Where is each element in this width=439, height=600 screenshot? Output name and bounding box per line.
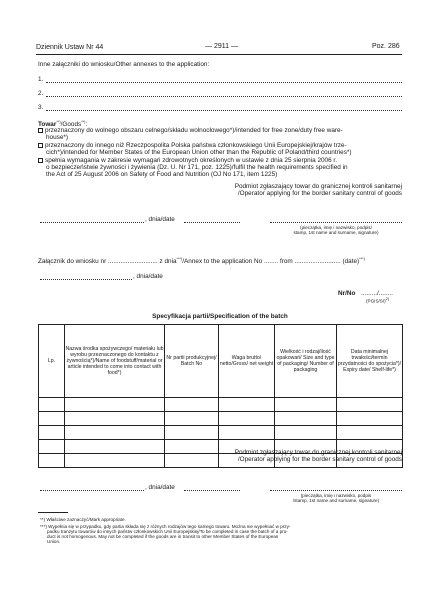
table-cell[interactable] xyxy=(219,398,275,412)
table-cell[interactable] xyxy=(219,426,275,440)
annexes-title: Inne załączniki do wniosku/Other annexes to the application: xyxy=(38,61,210,68)
footnote-batch-1: ***) Wypełnia się w przypadku, gdy partia składa się z różnych rodzajów tego samego towaru. Można nie wypełniać w przy- xyxy=(40,524,291,529)
journal-name: Dziennik Ustaw Nr 44 xyxy=(36,44,104,51)
table-cell[interactable] xyxy=(337,398,403,412)
sig2-operator-en: /Operator applying for the border sanitary control of goods xyxy=(237,456,402,463)
sig1-stamp-en: stamp, 1st name and surname, signature) xyxy=(293,230,379,235)
table-cell[interactable] xyxy=(275,412,337,426)
table-cell[interactable] xyxy=(65,454,165,468)
table-cell[interactable] xyxy=(165,398,219,412)
goods-option-health-cont-1: o bezpieczeństwie żywności i żywienia (Dz. U. Nr 171, poz. 1225)/fulfil the health requirements specified in xyxy=(46,164,348,171)
spec-col-batch: Nr partii produkcyjnej/ Batch No xyxy=(165,325,219,398)
goods-option-free-zone-cont: house*) xyxy=(46,134,69,141)
table-cell[interactable] xyxy=(337,412,403,426)
table-cell[interactable] xyxy=(39,454,65,468)
annex-ref-line: Załącznik do wniosku nr ............................ z dnia***)/Annex to the application No ........ from .......................... (date)***) xyxy=(38,257,365,266)
spec-header-row xyxy=(39,325,403,398)
spec-col-name: Nazwa środka spożywczego/ materiału lub wyrobu przeznaczonego do kontaktu z żywnością*)/Name of foodstuff/material or article intended to come into contact with food*) xyxy=(65,325,165,398)
footnote-rule xyxy=(38,512,68,513)
sig2-stamp-pl: (pieczątka, imię i nazwisko, podpis xyxy=(300,493,372,498)
goods-option-free-zone[interactable]: przeznaczony do wolnego obszaru celnego/składu wolnocłowego*)/intended for free zone/duty free ware- xyxy=(38,127,404,135)
sig2-signature-field[interactable] xyxy=(270,490,402,491)
annex-item-2: 2. xyxy=(38,90,44,97)
annex-item-1: 1. xyxy=(38,76,44,83)
annex-item-3: 3. xyxy=(38,104,44,111)
sig1-date-field[interactable] xyxy=(184,222,240,223)
table-cell[interactable] xyxy=(165,426,219,440)
table-cell[interactable] xyxy=(39,426,65,440)
sig1-place-field[interactable] xyxy=(40,222,144,223)
annex-line-1[interactable] xyxy=(46,82,402,83)
annex-ref-place-field[interactable] xyxy=(40,279,132,280)
position-number: Poz. 286 xyxy=(372,43,400,50)
sig2-place-field[interactable] xyxy=(40,490,144,491)
table-cell[interactable] xyxy=(219,412,275,426)
spec-col-weight: Waga brutto/ netto/Gross/ net weight xyxy=(219,325,275,398)
annex-line-3[interactable] xyxy=(46,110,402,111)
spec-col-expiry: Data minimalnej trwałości/termin przydatności do spożycia*)/ Expiry date/ Shelf-life*) xyxy=(337,325,403,398)
sig2-date-field[interactable] xyxy=(184,490,240,491)
checkbox-icon[interactable] xyxy=(38,158,43,163)
sig2-stamp-en: /stamp, 1st name and surname, signature) xyxy=(292,498,380,503)
table-cell[interactable] xyxy=(39,412,65,426)
sig2-date-label: , dnia/date xyxy=(145,484,175,491)
table-row xyxy=(39,426,403,440)
nr-no-sub: (PGIS/SI)$^{2)}$ xyxy=(366,297,390,304)
table-row xyxy=(39,398,403,412)
sig1-stamp-pl: (pieczątka, imię i nazwisko, podpis/ xyxy=(300,225,372,230)
spec-table xyxy=(38,324,403,468)
goods-option-health[interactable]: spełnia wymagania w zakresie wymagań zdrowotnych określonych w ustawie z dnia 25 sierpnia 2006 r. xyxy=(38,157,404,165)
spec-col-packaging: Wielkość i rodzaj/ilość opakowań/ Size and type of packaging/ Number of packaging xyxy=(275,325,337,398)
spec-title: Specyfikacja partii/Specification of the batch xyxy=(152,313,288,320)
annex-line-2[interactable] xyxy=(46,96,402,97)
annex-ref-date-label: , dnia/date xyxy=(133,273,163,280)
sig1-operator-pl: Podmiot zgłaszający towar do granicznej kontroli sanitarnej xyxy=(234,183,402,190)
table-cell[interactable] xyxy=(65,398,165,412)
checkbox-icon[interactable] xyxy=(38,143,43,148)
checkbox-icon[interactable] xyxy=(38,128,43,133)
nr-no-value[interactable]: ........./........ xyxy=(361,290,393,297)
footnote-batch-3: duct is not homogenous. May not be completed if the goods are in transit to other Member States of the European xyxy=(47,534,279,539)
sig1-operator-en: /Operator applying for the border sanitary control of goods xyxy=(237,190,402,197)
table-cell[interactable] xyxy=(275,398,337,412)
table-cell[interactable] xyxy=(65,440,165,454)
goods-label: Towar**)/Goods**): xyxy=(38,120,88,129)
sig1-date-label: , dnia/date xyxy=(145,216,175,223)
sig2-operator-pl: Podmiot zgłaszający towar do granicznej kontroli sanitarnej xyxy=(234,449,402,456)
table-cell[interactable] xyxy=(165,412,219,426)
goods-option-member-states[interactable]: przeznaczony do innego niż Rzeczpospolita Polska państwa członkowskiego Unii Europejskiej/krajów trze- xyxy=(38,142,404,150)
table-cell[interactable] xyxy=(337,426,403,440)
table-cell[interactable] xyxy=(39,440,65,454)
footnote-mark-appropriate: **) Właściwe zaznaczyć/Mark appropriate. xyxy=(40,517,126,522)
spec-col-lp: Lp. xyxy=(39,325,65,398)
table-cell[interactable] xyxy=(275,426,337,440)
header-rule xyxy=(36,54,402,55)
sig1-signature-field[interactable] xyxy=(270,222,402,223)
table-cell[interactable] xyxy=(65,426,165,440)
goods-option-health-cont-2: the Act of 25 August 2006 on Safety of Food and Nutrition (OJ No 171, item 1225) xyxy=(46,171,278,178)
page-number: — 2911 — xyxy=(205,43,238,50)
table-row xyxy=(39,412,403,426)
footnote-batch-4: Union. xyxy=(47,539,61,544)
table-cell[interactable] xyxy=(39,398,65,412)
footnote-batch-2: padku tranzytu towarów do innych państw członkowskich Unii Europejskiej/To be completed in case the batch of a pro- xyxy=(47,529,288,534)
goods-option-member-states-cont: cich*)/intended for Member States of the European Union other than the Republic of Poland/third countries*) xyxy=(46,149,352,156)
nr-no-label: Nr/No xyxy=(338,290,356,297)
table-cell[interactable] xyxy=(65,412,165,426)
